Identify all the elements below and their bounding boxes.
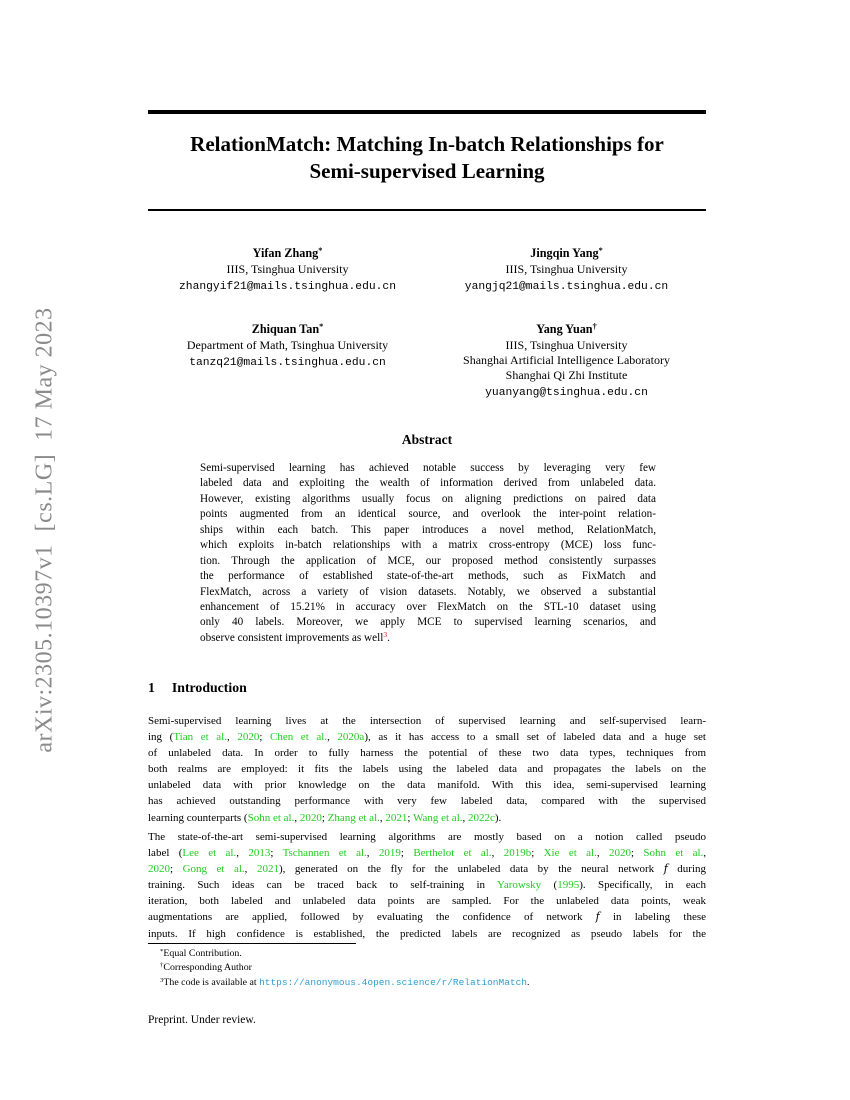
citation-link[interactable]: Sohn et al.: [247, 811, 295, 824]
text-run: learning counterparts (: [148, 811, 248, 824]
text-line: However, existing algorithms usually focus on aligning predictions on paired data: [200, 492, 656, 505]
text-line: Semi-supervised learning has achieved notable success by leveraging very few: [200, 462, 656, 474]
text-run: ;: [170, 863, 183, 876]
text-line: enhancement of 15.21% in accuracy over FlexMatch on the STL-10 dataset using: [200, 600, 656, 613]
citation-link[interactable]: Chen et al.: [269, 731, 328, 744]
text-run: label (: [148, 847, 183, 860]
text-run: ), as it has access to a small set of labeled data and a huge set: [364, 731, 706, 744]
text-run: ,: [596, 847, 609, 860]
abstract-body: [200, 461, 656, 646]
footnote-mark: 3: [160, 976, 164, 984]
title-rule: [148, 209, 706, 211]
text-line: has achieved outstanding performance with very few labeled data, compared with the supervised: [148, 795, 706, 808]
text-run: ;: [407, 811, 413, 824]
citation-link[interactable]: Berthelot et al.: [413, 847, 492, 860]
footnotes: [148, 947, 706, 990]
citation-link[interactable]: Xie et al.: [543, 847, 597, 860]
text-line: unlabeled data with prior knowledge on the data manifold. With this idea, semi-supervised learning: [148, 779, 706, 792]
text-line: Semi-supervised learning lives at the intersection of supervised learning and self-supervised learn-: [148, 715, 706, 727]
author-block: [427, 246, 706, 295]
text-line: iteration, both labeled and unlabeled data points are sampled. For the unlabeled data points, weak: [148, 895, 706, 908]
text-run: during: [667, 863, 706, 876]
text-line: [148, 877, 706, 893]
text-run: Equal Contribution.: [163, 948, 242, 959]
text-line: only 40 labels. Moreover, we apply MCE to supervised learning scenarios, and: [200, 616, 656, 629]
text-line: [200, 631, 656, 646]
text-run: ,: [379, 811, 386, 824]
author-affiliation: Department of Math, Tsinghua University: [186, 338, 389, 352]
section-heading-introduction: [148, 680, 247, 696]
footnote: [148, 976, 706, 990]
citation-link[interactable]: 2020: [148, 863, 170, 876]
citation-link[interactable]: 2019: [378, 847, 401, 860]
text-line: FlexMatch, across a variety of vision datasets. Notably, we observed a substantial: [200, 585, 656, 598]
author-name: Yifan Zhang*: [252, 246, 323, 260]
text-run: Corresponding Author: [163, 962, 252, 974]
citation-link[interactable]: 2020: [299, 811, 322, 824]
author-mark: †: [592, 322, 597, 332]
author-affiliation: Shanghai Qi Zhi Institute: [505, 368, 628, 382]
citation-link[interactable]: Gong et al.: [182, 863, 245, 876]
text-line: ships within each batch. This paper introduces a novel method, RelationMatch,: [200, 523, 656, 536]
section-title: Introduction: [171, 680, 247, 695]
author-affiliation: IIIS, Tsinghua University: [226, 262, 349, 276]
text-run: .: [387, 631, 390, 644]
text-line: [148, 729, 706, 745]
text-run: ,: [226, 731, 238, 744]
citation-link[interactable]: 2020: [237, 731, 260, 744]
text-run: ;: [630, 847, 644, 860]
text-line: points augmented from an identical source, and overlook the inter-point relation-: [200, 508, 656, 521]
text-run: ,: [366, 847, 379, 860]
text-run: ,: [294, 811, 300, 824]
text-run: observe consistent improvements as well: [200, 631, 384, 644]
preprint-note: Preprint. Under review.: [148, 1014, 256, 1026]
paper-title-line: RelationMatch: Matching In-batch Relationships for: [190, 132, 664, 156]
math-symbol: f: [595, 910, 600, 924]
author-mark: *: [598, 246, 603, 256]
code-repository-link[interactable]: https://anonymous.4open.science/r/RelationMatch: [259, 976, 528, 988]
author-affiliation: IIIS, Tsinghua University: [505, 338, 628, 352]
text-run: ), generated on the fly for the unlabeled data by the neural network: [278, 863, 664, 876]
citation-link[interactable]: Tian et al.: [173, 731, 227, 744]
intro-paragraph-1: [148, 713, 706, 826]
citation-link[interactable]: Yarowsky: [497, 879, 542, 892]
text-run: ,: [236, 847, 249, 860]
author-name: Yang Yuan†: [536, 322, 597, 336]
text-line: inputs. If high confidence is established, the predicted labels are recognized as pseudo labels for the: [148, 927, 706, 940]
footnote-rule: [148, 943, 356, 944]
author-name: Jingqin Yang*: [530, 246, 603, 260]
footnote-ref[interactable]: 3: [383, 630, 388, 640]
text-line: of unlabeled data. In order to fully harness the potential of these two data types, techniques from: [148, 747, 706, 760]
arxiv-watermark: arXiv:2305.10397v1 [cs.LG] 17 May 2023: [31, 307, 58, 753]
citation-link[interactable]: Zhang et al.: [327, 811, 380, 824]
citation-link[interactable]: 2022c: [468, 811, 495, 824]
text-run: ,: [244, 863, 257, 876]
citation-link[interactable]: Wang et al.: [412, 811, 463, 824]
author-block: [148, 322, 427, 401]
footnote: [148, 961, 706, 975]
text-run: The code is available at: [163, 976, 260, 988]
text-run: ;: [259, 731, 270, 744]
text-run: augmentations are applied, followed by evaluating the confidence of network: [148, 911, 596, 924]
footnote-mark: *: [160, 947, 164, 955]
text-line: [148, 845, 706, 861]
text-run: ,: [491, 847, 504, 860]
author-email: yangjq21@mails.tsinghua.edu.cn: [464, 281, 669, 293]
section-number: 1: [148, 680, 155, 695]
citation-link[interactable]: Sohn et al.: [643, 847, 704, 860]
text-line: tion. Through the application of MCE, our proposed method consistently surpasses: [200, 554, 656, 567]
citation-link[interactable]: Tschannen et al.: [282, 847, 367, 860]
citation-link[interactable]: 2013: [248, 847, 271, 860]
text-line: both realms are employed: it fits the labels using the labeled data and propagates the labels on the: [148, 763, 706, 776]
footnote-mark: †: [160, 962, 164, 970]
author-affiliation: Shanghai Artificial Intelligence Laboratory: [463, 353, 670, 367]
author-email: tanzq21@mails.tsinghua.edu.cn: [189, 357, 386, 369]
author-block: [148, 246, 427, 295]
text-run: .: [527, 976, 530, 988]
text-run: ;: [531, 847, 544, 860]
citation-link[interactable]: 2019b: [503, 847, 532, 860]
author-mark: *: [318, 246, 323, 256]
text-run: training. Such ideas can be traced back to self-training in: [148, 879, 498, 892]
citation-link[interactable]: 1995: [557, 879, 580, 892]
text-run: ;: [400, 847, 414, 860]
text-run: (: [541, 879, 558, 892]
top-rule: [148, 110, 706, 114]
text-run: in labeling these: [599, 911, 706, 924]
author-email: yuanyang@tsinghua.edu.cn: [485, 387, 648, 399]
author-name: Zhiquan Tan*: [251, 322, 324, 336]
citation-link[interactable]: 2020: [608, 847, 631, 860]
citation-link[interactable]: Lee et al.: [182, 847, 237, 860]
text-line: [148, 909, 706, 925]
citation-link[interactable]: 2021: [256, 863, 279, 876]
intro-paragraph-2: [148, 829, 706, 942]
text-line: the performance of established state-of-the-art methods, such as FixMatch and: [200, 570, 656, 583]
text-run: ;: [321, 811, 328, 824]
text-run: ing (: [148, 731, 174, 744]
author-affiliation: IIIS, Tsinghua University: [505, 262, 628, 276]
text-line: The state-of-the-art semi-supervised learning algorithms are mostly based on a notion called pseudo: [148, 831, 706, 843]
citation-link[interactable]: 2021: [385, 811, 408, 824]
text-line: [148, 861, 706, 877]
text-run: ,: [327, 731, 338, 744]
text-run: ,: [703, 847, 706, 860]
math-symbol: f: [663, 862, 668, 876]
citation-link[interactable]: 2020a: [337, 731, 365, 744]
author-email: zhangyif21@mails.tsinghua.edu.cn: [179, 281, 396, 293]
author-mark: *: [319, 322, 324, 332]
footnote: [148, 947, 706, 961]
text-line: labeled data and exploiting the wealth of information derived from unlabeled data.: [200, 477, 656, 490]
text-run: ,: [462, 811, 468, 824]
text-line: [148, 810, 706, 826]
text-run: ;: [270, 847, 283, 860]
text-line: which exploits in-batch relationships with a matrix cross-entropy (MCE) loss func-: [200, 539, 656, 552]
abstract-heading: Abstract: [401, 432, 453, 447]
author-grid: [148, 246, 706, 401]
text-run: ).: [494, 811, 502, 824]
paper-title: [148, 131, 706, 185]
text-run: ). Specifically, in each: [579, 879, 706, 892]
paper-title-line: Semi-supervised Learning: [309, 159, 545, 183]
author-block: [427, 322, 706, 401]
